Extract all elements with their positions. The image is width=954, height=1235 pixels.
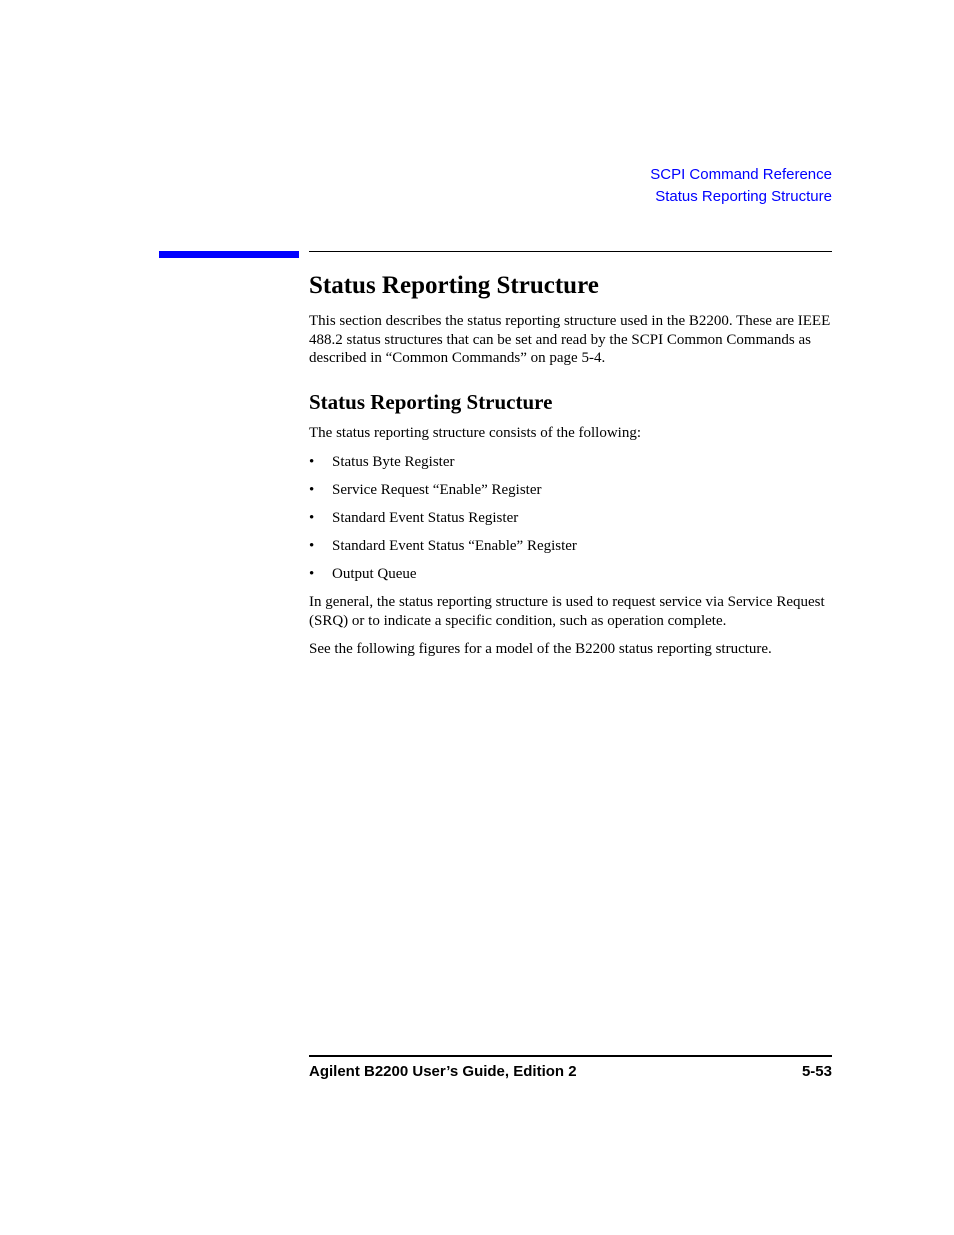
page-title: Status Reporting Structure (309, 272, 599, 299)
list-item-text: Standard Event Status Register (332, 510, 519, 527)
list-item-text: Standard Event Status “Enable” Register (332, 538, 577, 555)
general-paragraph: In general, the status reporting structure is used to request service via Service Request (SRQ) or to indicate a specific condition, such as operation complete. (309, 594, 825, 629)
list-item-text: Status Byte Register (332, 454, 455, 470)
list-item (309, 481, 832, 500)
page-number: 5-53 (801, 1063, 832, 1080)
top-rule (309, 251, 832, 252)
see-figures-paragraph: See the following figures for a model of the B2200 status reporting structure. (309, 641, 772, 658)
register-list (309, 453, 832, 584)
bullet-icon: • (309, 454, 315, 470)
bullet-icon: • (309, 510, 315, 527)
bullet-icon: • (309, 482, 315, 499)
list-item (309, 453, 832, 472)
accent-bar (159, 251, 299, 258)
footer-guide-title: Agilent B2200 User’s Guide, Edition 2 (309, 1063, 577, 1080)
list-item (309, 537, 832, 556)
list-item-text: Output Queue (332, 566, 417, 583)
footer-rule (309, 1055, 832, 1057)
bullet-icon: • (309, 566, 315, 583)
main-content (309, 268, 832, 659)
header-section: Status Reporting Structure (655, 188, 832, 205)
lead-paragraph: The status reporting structure consists of the following: (309, 424, 642, 441)
page-footer (309, 1062, 832, 1082)
section-subheading: Status Reporting Structure (309, 389, 553, 414)
intro-paragraph: This section describes the status reporting structure used in the B2200. These are IEEE 488.2 status structures that can be set and read by the SCPI Common Commands as described in “Common Commands” on page 5-4. (309, 313, 831, 366)
list-item-text: Service Request “Enable” Register (332, 482, 542, 499)
list-item (309, 509, 832, 528)
bullet-icon: • (309, 538, 315, 555)
header-chapter: SCPI Command Reference (650, 166, 832, 183)
list-item (309, 565, 832, 584)
running-header (650, 164, 832, 208)
